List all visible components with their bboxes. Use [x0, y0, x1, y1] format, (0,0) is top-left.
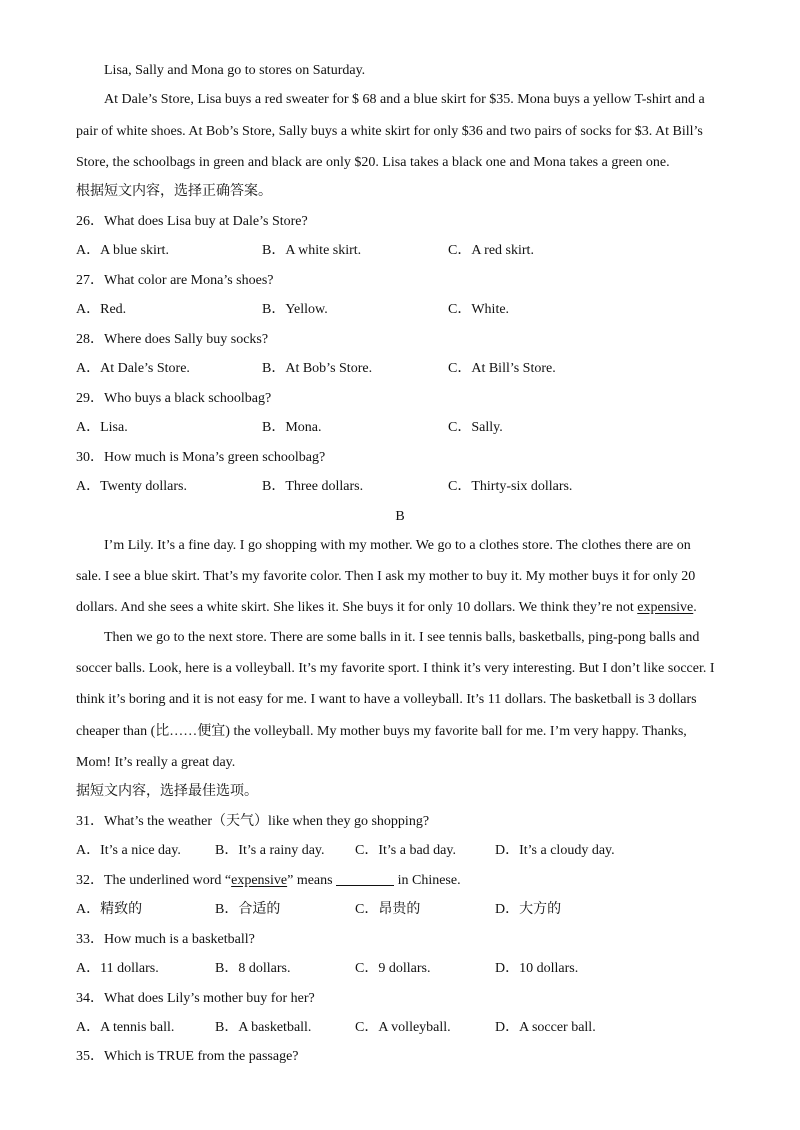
q29-option-c[interactable]: C．Sally.: [448, 420, 503, 435]
passage-b-line: Mom! It’s really a great day.: [76, 755, 236, 770]
q33-option-a[interactable]: A．11 dollars.: [76, 961, 159, 976]
instruction-a: 根据短文内容，选择正确答案。: [76, 184, 272, 199]
punctuation: .: [693, 600, 697, 615]
passage-b-line: [76, 598, 697, 618]
q28-option-c[interactable]: C．At Bill’s Store.: [448, 361, 556, 376]
q30-option-b[interactable]: B．Three dollars.: [262, 479, 364, 494]
q27-option-a[interactable]: A．Red.: [76, 302, 127, 317]
q26-option-b[interactable]: B．A white skirt.: [262, 243, 362, 258]
passage-b-line: Then we go to the next store. There are some balls in it. I see tennis balls, basketballs, ping-pong balls and: [104, 630, 700, 645]
q32-option-b[interactable]: B．合适的: [215, 902, 281, 917]
instruction-b: 据短文内容，选择最佳选项。: [76, 784, 258, 799]
passage-b-line: think it’s boring and it is not easy for me. I want to have a volleyball. It’s 11 dollars. The basketball is 3 dollars: [76, 692, 697, 707]
question-32: [76, 871, 461, 891]
q26-option-c[interactable]: C．A red skirt.: [448, 243, 534, 258]
q34-option-c[interactable]: C．A volleyball.: [355, 1020, 451, 1035]
question-26: 26．What does Lisa buy at Dale’s Store?: [76, 214, 308, 229]
underlined-word: expensive: [231, 873, 288, 888]
passage-b-line: I’m Lily. It’s a fine day. I go shopping with my mother. We go to a clothes store. The clothes there are on: [104, 538, 691, 553]
q32-option-d[interactable]: D．大方的: [495, 902, 562, 917]
q27-option-b[interactable]: B．Yellow.: [262, 302, 328, 317]
question-28: 28．Where does Sally buy socks?: [76, 332, 269, 347]
q26-option-a[interactable]: A．A blue skirt.: [76, 243, 169, 258]
passage-a-intro: Lisa, Sally and Mona go to stores on Saturday.: [104, 63, 366, 78]
question-32-text: 32．The underlined word “: [76, 873, 232, 888]
q31-option-d[interactable]: D．It’s a cloudy day.: [495, 843, 615, 858]
q34-option-b[interactable]: B．A basketball.: [215, 1020, 312, 1035]
question-33: 33．How much is a basketball?: [76, 932, 255, 947]
q30-option-c[interactable]: C．Thirty-six dollars.: [448, 479, 573, 494]
passage-b-line: cheaper than (比……便宜) the volleyball. My mother buys my favorite ball for me. I’m very happy. Thanks,: [76, 724, 687, 739]
q34-option-a[interactable]: A．A tennis ball.: [76, 1020, 175, 1035]
q31-option-b[interactable]: B．It’s a rainy day.: [215, 843, 325, 858]
q33-option-d[interactable]: D．10 dollars.: [495, 961, 579, 976]
passage-a-line: Store, the schoolbags in green and black are only $20. Lisa takes a black one and Mona takes a green one.: [76, 155, 670, 170]
q32-option-c[interactable]: C．昂贵的: [355, 902, 421, 917]
section-b-heading: B: [395, 509, 405, 524]
q33-option-b[interactable]: B．8 dollars.: [215, 961, 291, 976]
q33-option-c[interactable]: C．9 dollars.: [355, 961, 431, 976]
question-31: 31．What’s the weather（天气）like when they go shopping?: [76, 814, 430, 829]
q32-option-a[interactable]: A．精致的: [76, 902, 143, 917]
passage-b-text: dollars. And she sees a white skirt. She likes it. She buys it for only 10 dollars. We think they’re not: [76, 600, 638, 615]
question-34: 34．What does Lily’s mother buy for her?: [76, 991, 315, 1006]
q28-option-a[interactable]: A．At Dale’s Store.: [76, 361, 190, 376]
q31-option-c[interactable]: C．It’s a bad day.: [355, 843, 456, 858]
q30-option-a[interactable]: A．Twenty dollars.: [76, 479, 188, 494]
answer-blank[interactable]: [336, 871, 394, 886]
q29-option-b[interactable]: B．Mona.: [262, 420, 322, 435]
q31-option-a[interactable]: A．It’s a nice day.: [76, 843, 181, 858]
underlined-word: expensive: [637, 600, 694, 615]
q29-option-a[interactable]: A．Lisa.: [76, 420, 128, 435]
passage-a-line: pair of white shoes. At Bob’s Store, Sally buys a white skirt for only $36 and two pairs of socks for $3. At Bill’s: [76, 124, 703, 139]
question-29: 29．Who buys a black schoolbag?: [76, 391, 272, 406]
passage-b-line: soccer balls. Look, here is a volleyball. It’s my favorite sport. I think it’s very interesting. But I don’t like soccer. I: [76, 661, 715, 676]
question-30: 30．How much is Mona’s green schoolbag?: [76, 450, 326, 465]
question-35: 35．Which is TRUE from the passage?: [76, 1049, 299, 1064]
q27-option-c[interactable]: C．White.: [448, 302, 510, 317]
passage-b-line: sale. I see a blue skirt. That’s my favorite color. Then I ask my mother to buy it. My mother buys it for only 20: [76, 569, 696, 584]
passage-a-line: At Dale’s Store, Lisa buys a red sweater for $ 68 and a blue skirt for $35. Mona buys a yellow T-shirt and a: [104, 92, 705, 107]
question-27: 27．What color are Mona’s shoes?: [76, 273, 274, 288]
q28-option-b[interactable]: B．At Bob’s Store.: [262, 361, 373, 376]
q34-option-d[interactable]: D．A soccer ball.: [495, 1020, 596, 1035]
question-32-text: in Chinese.: [394, 873, 461, 888]
question-32-text: ” means: [287, 873, 337, 888]
